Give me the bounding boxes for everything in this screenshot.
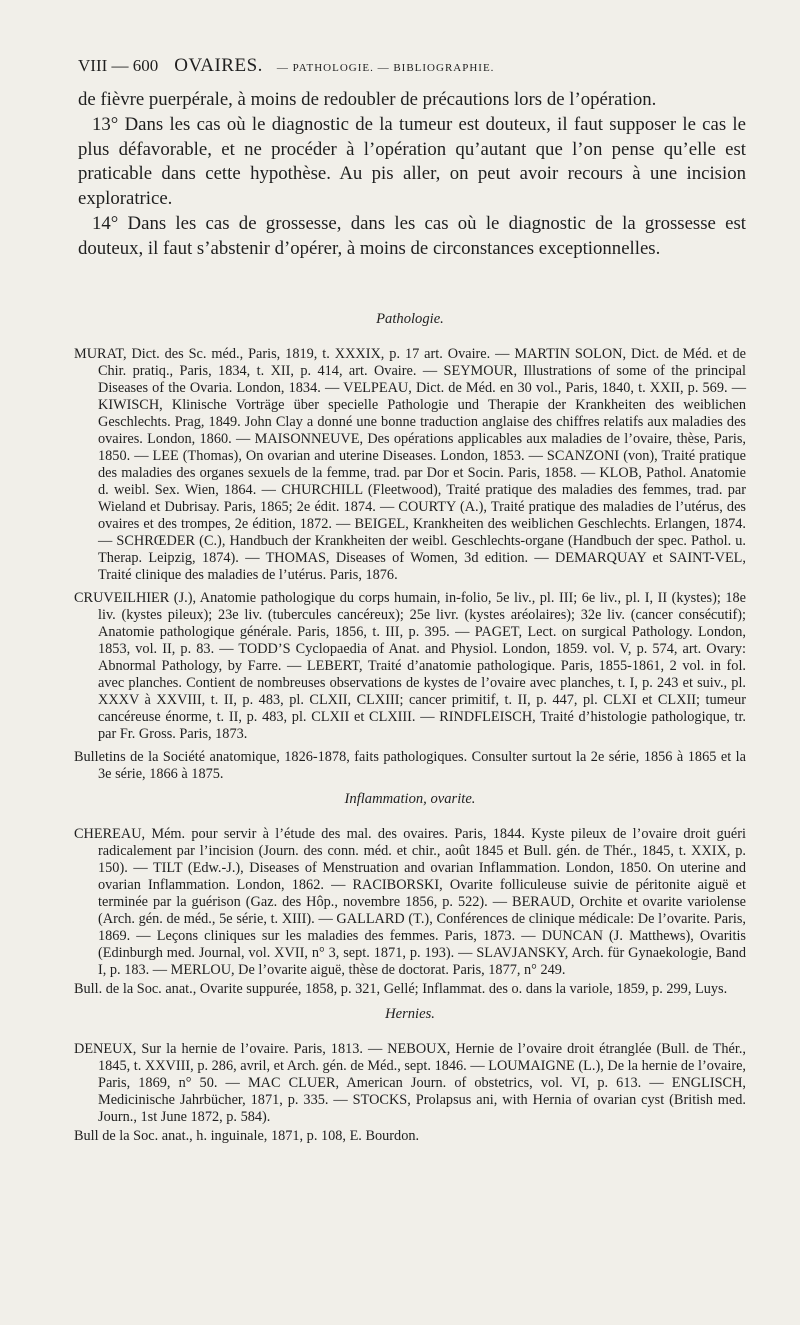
running-subtitle: — PATHOLOGIE. — BIBLIOGRAPHIE.: [276, 62, 495, 74]
page-header: [78, 55, 738, 79]
bibliography: [74, 311, 746, 1153]
page-number: VIII — 600: [78, 56, 159, 75]
intro-paragraph-2: 13° Dans les cas où le diagnostic de la tumeur est douteux, il faut supposer le cas le plus défavorable, et ne procéder à l’opération qu’autant que l’on pense qu’elle est praticable dans cette hypothèse. Au pis aller, on peut avoir recours à une incision exploratrice.: [78, 113, 746, 210]
section-hernies: [74, 1006, 746, 1145]
bibliography-note: Bulletins de la Société anatomique, 1826-1878, faits pathologiques. Consulter surtout la 2e série, 1856 à 1865 et la 3e série, 1866 à 1875.: [74, 749, 746, 782]
bibliography-entry: CRUVEILHIER (J.), Anatomie pathologique du corps humain, in-folio, 5e liv., pl. III; 6e liv., pl. I, II (kystes); 18e liv. (kystes pileux); 23e liv. (tubercules cancéreux); 25e livr. (kystes aréolaires); 32e liv. (cancer consécutif); Anatomie pathologique générale. Paris, 1856, t. III, p. 395. — PAGET, Lect. on surgical Pathology. London, 1853, vol. II, p. 83. — TODD’S Cyclopaedia of Anat. and Physiol. London, 1859. vol. V, p. 574, art. Ovary: Abnormal Pathology, by Farre. — LEBERT, Traité d’anatomie pathologique. Paris, 1855-1861, 2 vol. in fol. avec planches. Contient de nombreuses observations de kystes de l’ovaire avec planches, t. I, p. 243 et suiv., pl. XXXV à XXVIII, t. II, p. 483, pl. CLXII, CLXIII; cancer primitif, t. II, p. 447, pl. CLXI et CLXII; tumeur cancéreuse énorme, t. II, p. 483, pl. CLXII et CLXIII. — RINDFLEISCH, Traité d’histologie pathologique, tr. par Fr. Gross. Paris, 1873.: [74, 590, 746, 742]
bibliography-entry: CHEREAU, Mém. pour servir à l’étude des mal. des ovaires. Paris, 1844. Kyste pileux de l’ovaire droit guéri radicalement par l’incision (Journ. des conn. méd. et chir., août 1845 et Bull. gén. de Thér., 1845, t. XXIX, p. 150). — TILT (Edw.-J.), Diseases of Menstruation and ovarian Inflammation. London, 1850. On uterine and ovarian Inflammation. London, 1862. — RACIBORSKI, Ovarite folliculeuse suivie de péritonite aiguë et terminée par la guérison (Gaz. des Hôp., novembre 1856, p. 522). — BERAUD, Orchite et ovarite variolense (Arch. gén. de méd., 5e série, t. XIII). — GALLARD (T.), Conférences de clinique médicale: De l’ovarite. Paris, 1869. — Leçons cliniques sur les maladies des femmes. Paris, 1873. — DUNCAN (J. Matthews), Ovaritis (Edinburgh med. Journal, vol. XVII, n° 3, sept. 1871, p. 193). — SLAVJANSKY, Arch. für Gynaekologie, Band I, p. 183. — MERLOU, De l’ovarite aiguë, thèse de doctorat. Paris, 1877, n° 249.: [74, 826, 746, 978]
running-title: OVAIRES.: [174, 55, 263, 76]
bibliography-entry: MURAT, Dict. des Sc. méd., Paris, 1819, t. XXXIX, p. 17 art. Ovaire. — MARTIN SOLON, Dict. de Méd. et de Chir. pratiq., Paris, 1834, t. XII, p. 414, art. Ovaire. — SEYMOUR, Illustrations of some of the principal Diseases of the Ovaria. London, 1834. — VELPEAU, Dict. de Méd. en 30 vol., Paris, 1840, t. XXII, p. 569. — KIWISCH, Klinische Vorträge über specielle Pathologie und Therapie der Krankheiten des weiblichen Geschlechts. Prag, 1849. John Clay a donné une bonne traduction anglaise des chiffres relatifs aux maladies des ovaires. London, 1860. — MAISONNEUVE, Des opérations applicables aux maladies de l’ovaire, thèse, Paris, 1850. — LEE (Thomas), On ovarian and uterine Diseases. London, 1853. — SCANZONI (von), Traité pratique des maladies des organes sexuels de la femme, trad. par Dor et Socin. Paris, 1858. — KLOB, Pathol. Anatomie d. weibl. Sex. Wien, 1864. — CHURCHILL (Fleetwood), Traité pratique des maladies des femmes, trad. par Wieland et Dubrisay. Paris, 1865; 2e édit. 1874. — COURTY (A.), Traité pratique des maladies de l’utérus, des ovaires et des trompes, 2e édition, 1872. — BEIGEL, Krankheiten des weiblichen Geschlechts. Erlangen, 1874. — SCHRŒDER (C.), Handbuch der Krankheiten der weibl. Geschlechts-organe (Handbuch der spec. Pathol. u. Therap. Leipzig, 1874). — THOMAS, Diseases of Women, 3d edition. — DEMARQUAY et SAINT-VEL, Traité clinique des maladies de l’utérus. Paris, 1876.: [74, 346, 746, 583]
intro-text: [78, 88, 746, 262]
section-pathologie: [74, 311, 746, 783]
intro-paragraph-3: 14° Dans les cas de grossesse, dans les cas où le diagnostic de la grossesse est douteux, il faut s’abstenir d’opérer, à moins de circonstances exceptionnelles.: [78, 212, 746, 259]
bibliography-entry: DENEUX, Sur la hernie de l’ovaire. Paris, 1813. — NEBOUX, Hernie de l’ovaire droit étranglée (Bull. de Thér., 1845, t. XXVIII, p. 286, avril, et Arch. gén. de Méd., sept. 1846. — LOUMAIGNE (L.), De la hernie de l’ovaire, Paris, 1869, n° 50. — MAC CLUER, American Journ. of obstetrics, vol. VI, p. 613. — ENGLISCH, Medicinische Jahrbücher, 1871, p. 335. — STOCKS, Prolapsus ani, with Hernia of ovarian cyst (British med. Journ., 1st June 1872, p. 584).: [74, 1041, 746, 1125]
section-title: Pathologie.: [376, 311, 444, 327]
bibliography-note: Bull de la Soc. anat., h. inguinale, 1871, p. 108, E. Bourdon.: [74, 1128, 420, 1144]
intro-paragraph-1: de fièvre puerpérale, à moins de redoubler de précautions lors de l’opération.: [78, 89, 657, 110]
section-inflammation: [74, 791, 746, 998]
section-title: Hernies.: [385, 1006, 435, 1022]
section-title: Inflammation, ovarite.: [344, 791, 476, 807]
bibliography-note: Bull. de la Soc. anat., Ovarite suppurée, 1858, p. 321, Gellé; Inflammat. des o. dans la variole, 1859, p. 299, Luys.: [74, 981, 728, 997]
